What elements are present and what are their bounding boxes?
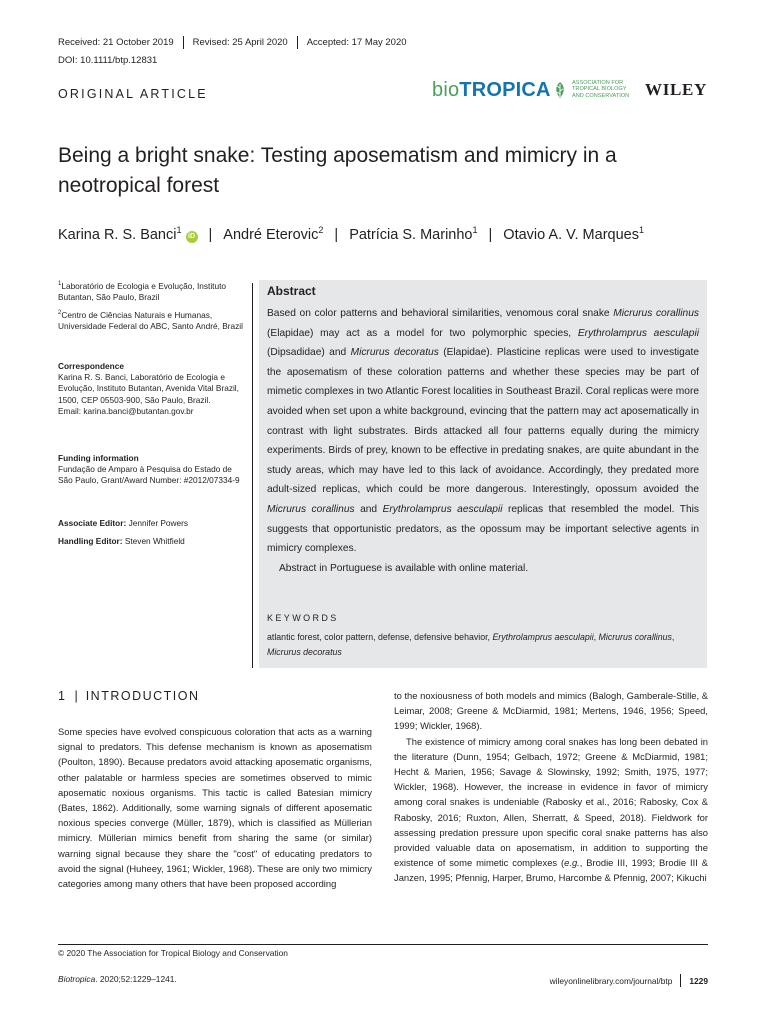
separator: | [74,689,78,703]
species-name: Erythrolamprus aesculapii [382,503,503,515]
logo-tropica: TROPICA [459,79,551,101]
correspondence-email[interactable]: Email: karina.banci@butantan.gov.br [58,405,194,416]
article-title: Being a bright snake: Testing aposematism and mimicry in a neotropical forest [58,144,617,197]
abstract-text: Based on color patterns and behavioral similarities, venomous coral snake [267,308,614,319]
biotropica-logo[interactable] [432,79,551,102]
abstract-box [259,280,707,668]
divider [297,36,298,49]
funding-block [58,453,244,487]
journal-url[interactable]: wileyonlinelibrary.com/journal/btp [549,975,673,986]
body-paragraph: to the noxiousness of both models and mimics (Balogh, Gamberale-Stille, & Leimar, 2008; Greene & McDiarmid, 1981; Mertens, 1946, 1956; Speed, 1999; Wickler, 1968). [394,690,708,732]
associate-editor-label: Associate Editor: [58,518,127,528]
affiliation-marker: 1 [472,225,478,235]
atbc-leaf-icon [552,80,568,100]
keyword-species: Erythrolamprus aesculapii [492,632,594,642]
abstract-text: (Elapidae). Plasticine replicas were used to investigate the aposematism of these coloration patterns and whether these species may be part of mimetic complexes in two Atlantic Forest localities in Southeast Brazil. Coral replicas were more avoided when set upon a white background, evincing that the pattern may act aposematically in contrast with light substrates. Birds attacked all four patterns equally during the mimicry experiments. Birds of prey, known to be effective in predating snakes, are quite abundant in the study areas, which may have led to this lack of avoidance. Accordingly, they predated more adult-sized replicas, which could be more dangerous. Interestingly, opossum avoided the [267,347,700,496]
abstract-heading: Abstract [267,284,316,298]
footer-rule [58,944,708,945]
body-text: , Brodie III, 1993; Brodie III & Janzen, 1995; Pfennig, Harper, Brumo, Harcombe & Pfennig, 2007; Kikuchi [394,857,708,884]
affiliation-text: Centro de Ciências Naturais e Humanas, Universidade Federal do ABC, Santo André, Brazil [58,309,243,331]
section-number: 1 [58,689,67,703]
abstract-text: replicas that resembled the model. This suggests that opportunistic predators, as the opossum may be important selective agents in mimicry complexes. [267,503,699,555]
abstract-body [267,304,699,578]
species-name: Erythrolamprus aesculapii [577,327,699,339]
author[interactable] [223,225,323,243]
funding-label: Funding information [58,453,139,463]
page-number: 1229 [689,975,708,986]
species-name: Micrurus corallinus [267,503,355,515]
keywords-text: atlantic forest, color pattern, defense, defensive behavior, [267,632,493,642]
handling-editor [58,536,244,547]
footer-right [550,974,708,987]
atbc-line: AND CONSERVATION [572,92,630,99]
abstract-text: (Dipsadidae) and [267,347,351,359]
keywords-list [267,630,699,660]
author-list [58,225,644,243]
revised-date: Revised: 25 April 2020 [192,37,288,48]
atbc-logo-text [572,80,629,100]
species-name: Micrurus decoratus [350,347,439,359]
associate-editor-name: Jennifer Powers [128,518,189,528]
author[interactable] [503,225,644,243]
journal-name: Biotropica [58,974,96,984]
affiliation-number: 2 [58,310,62,316]
correspondence-address: Karina R. S. Banci, Laboratório de Ecologia e Evolução, Instituto Butantan, Avenida Vital Brazil, 1500, CEP 05503-900, São Paulo, Brazil. [58,372,239,405]
submission-dates [58,36,407,49]
sidebar-divider [252,283,253,668]
keywords-heading: KEYWORDS [267,613,339,623]
species-name: Micrurus corallinus [613,308,699,319]
affiliation-text: Laboratório de Ecologia e Evolução, Instituto Butantan, São Paulo, Brazil [58,280,227,302]
doi[interactable]: DOI: 10.1111/btp.12831 [58,55,158,66]
abstract-text: (Elapidae) may act as a model for two polymorphic species, [267,327,578,339]
section-heading [58,689,200,703]
author-name: Karina R. S. Banci [58,226,177,243]
abstract-paragraph [267,304,699,559]
body-paragraph [394,734,708,886]
body-text-italic: e.g. [564,857,580,869]
accepted-date: Accepted: 17 May 2020 [306,37,407,48]
keyword-species: Micrurus corallinus [598,632,672,642]
body-column-left [58,724,372,891]
keyword-separator: , [671,632,675,642]
funding-text: Fundação de Amparo à Pesquisa do Estado de São Paulo, Grant/Award Number: #2012/07334-9 [58,464,240,486]
keyword-species: Micrurus decoratus [267,647,342,657]
handling-editor-label: Handling Editor: [58,536,123,546]
abstract-text: and [354,503,383,515]
keyword-separator: , [593,632,599,642]
body-column-right [394,688,708,886]
body-text: The existence of mimicry among coral snakes has long been debated in the literature (Dunn, 1954; Gelbach, 1972; Greene & McDiarmid, 1981; Hecht & Marien, 1956; Savage & Slowinsky, 1992; Smith, 1975, 1977; Wickler, 1968). However, the increase in evidence in favor of mimicry among coral snakes is undeniable (Rabosky et al., 2016; Rabosky, Cox & Rabosky, 2016; Ruxton, Allen, Sherratt, & Speed, 2018). Fieldwork for assessing predation pressure upon specific coral snake patterns has also provided valuable data on aposematism, in addition to supporting the existence of some mimetic complexes ( [394,735,708,869]
affiliation-marker: 1 [638,225,644,235]
divider [183,36,184,49]
author[interactable] [58,225,198,243]
citation [58,974,177,984]
correspondence-label: Correspondence [58,361,124,371]
author-name: André Eterovic [223,226,319,243]
correspondence-block [58,361,244,417]
copyright: © 2020 The Association for Tropical Biology and Conservation [58,948,288,958]
separator: | [208,226,213,243]
author-name: Patrícia S. Marinho [349,226,473,243]
section-title: INTRODUCTION [85,689,200,703]
affiliation-1 [58,279,244,303]
atbc-line: TROPICAL BIOLOGY [572,86,627,93]
affiliation-marker: 2 [318,225,324,235]
citation-details: . 2020;52:1229–1241. [95,974,177,984]
body-paragraph: Some species have evolved conspicuous coloration that acts as a warning signal to predators. This defense mechanism is known as aposematism (Poulton, 1890). Because predators avoid attacking aposematic organisms, other palatable or harmless species are sometimes observed to mimic aposematic noxious organisms. This tactic is called Batesian mimicry (Bates, 1862). Additionally, some warning signals of different aposematic noxious species converge (Müller, 1879), which is classified as Müllerian mimicry. Müllerian mimics benefit from sharing the same (or similar) warning signal because they share the "cost" of educating predators to avoid the signal (Huheey, 1961; Wickler, 1968). These are only two mimicry categories among many others that have been proposed according [58,726,372,890]
affiliation-2 [58,308,244,332]
separator: | [488,226,493,243]
handling-editor-name: Steven Whitfield [124,536,185,546]
associate-editor [58,518,244,529]
wiley-logo[interactable]: WILEY [645,80,708,99]
abstract-portuguese-note: Abstract in Portuguese is available with online material. [279,562,529,574]
atbc-line: ASSOCIATION FOR [572,80,624,86]
divider [680,974,681,987]
article-type: ORIGINAL ARTICLE [58,87,208,101]
logo-bio: bio [432,79,460,101]
separator: | [334,226,339,243]
affiliation-marker: 1 [176,225,182,235]
affiliation-number: 1 [58,281,62,287]
author-name: Otavio A. V. Marques [503,226,639,243]
orcid-icon[interactable]: iD [186,231,198,243]
received-date: Received: 21 October 2019 [58,37,174,48]
author[interactable] [349,225,477,243]
